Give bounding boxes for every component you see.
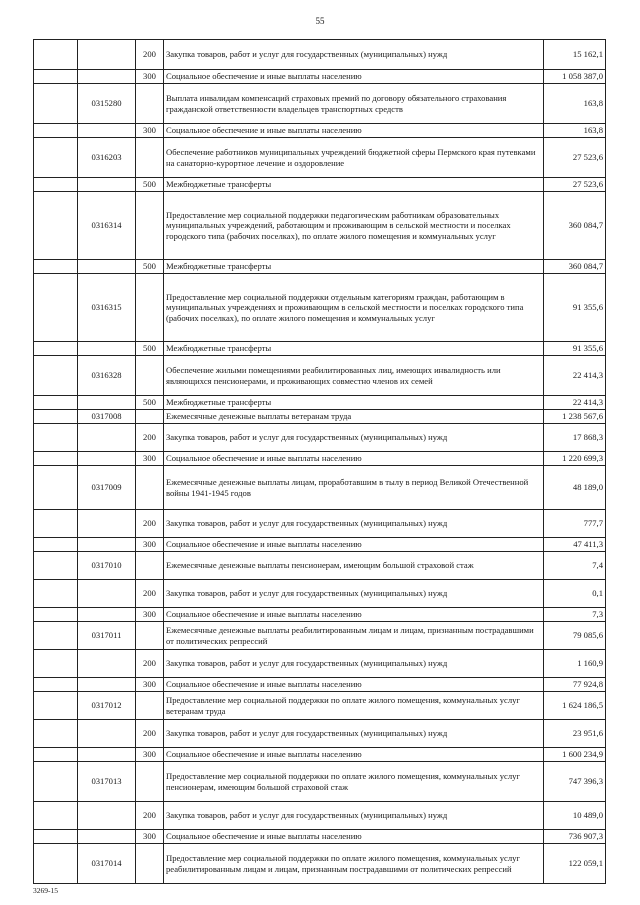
blank-cell (34, 124, 78, 138)
table-row (34, 138, 606, 178)
code-cell (78, 538, 136, 552)
sum-cell: 1 624 186,5 (544, 692, 606, 720)
expense-type-cell: 300 (136, 452, 164, 466)
table-row (34, 260, 606, 274)
blank-cell (34, 40, 78, 70)
expense-type-cell: 300 (136, 678, 164, 692)
code-cell: 0316315 (78, 274, 136, 342)
sum-cell: 22 414,3 (544, 356, 606, 396)
table-row (34, 552, 606, 580)
sum-cell: 17 868,3 (544, 424, 606, 452)
sum-cell: 1 160,9 (544, 650, 606, 678)
sum-cell: 163,8 (544, 84, 606, 124)
code-cell (78, 580, 136, 608)
name-cell: Социальное обеспечение и иные выплаты населению (164, 830, 544, 844)
table-row (34, 178, 606, 192)
blank-cell (34, 466, 78, 510)
blank-cell (34, 396, 78, 410)
expense-type-cell (136, 192, 164, 260)
code-cell (78, 748, 136, 762)
code-cell: 0317012 (78, 692, 136, 720)
name-cell: Предоставление мер социальной поддержки отдельным категориям граждан, работающим в муниципальных учреждениях и проживающим в сельской местности и поселках городского типа (рабочих поселках), по оплате жилого помещения и коммунальных услуг (164, 274, 544, 342)
table-row (34, 844, 606, 884)
budget-table (33, 39, 606, 884)
table-row (34, 274, 606, 342)
expense-type-cell: 300 (136, 608, 164, 622)
name-cell: Закупка товаров, работ и услуг для государственных (муниципальных) нужд (164, 40, 544, 70)
expense-type-cell (136, 844, 164, 884)
expense-type-cell (136, 274, 164, 342)
code-cell (78, 396, 136, 410)
blank-cell (34, 748, 78, 762)
name-cell: Социальное обеспечение и иные выплаты населению (164, 678, 544, 692)
table-row (34, 192, 606, 260)
blank-cell (34, 84, 78, 124)
expense-type-cell (136, 622, 164, 650)
code-cell: 0316314 (78, 192, 136, 260)
blank-cell (34, 622, 78, 650)
expense-type-cell: 200 (136, 650, 164, 678)
table-row (34, 748, 606, 762)
expense-type-cell: 500 (136, 260, 164, 274)
name-cell: Ежемесячные денежные выплаты лицам, проработавшим в тылу в период Великой Отечественной войны 1941-1945 годов (164, 466, 544, 510)
code-cell (78, 70, 136, 84)
document-code: 3269-15 (33, 886, 58, 895)
expense-type-cell: 300 (136, 70, 164, 84)
blank-cell (34, 802, 78, 830)
code-cell: 0317014 (78, 844, 136, 884)
sum-cell: 10 489,0 (544, 802, 606, 830)
blank-cell (34, 692, 78, 720)
table-row (34, 678, 606, 692)
sum-cell: 0,1 (544, 580, 606, 608)
blank-cell (34, 510, 78, 538)
name-cell: Предоставление мер социальной поддержки по оплате жилого помещения, коммунальных услуг ветеранам труда (164, 692, 544, 720)
name-cell: Закупка товаров, работ и услуг для государственных (муниципальных) нужд (164, 580, 544, 608)
table-row (34, 830, 606, 844)
code-cell (78, 342, 136, 356)
name-cell: Социальное обеспечение и иные выплаты населению (164, 124, 544, 138)
name-cell: Социальное обеспечение и иные выплаты населению (164, 452, 544, 466)
expense-type-cell: 500 (136, 396, 164, 410)
table-row (34, 538, 606, 552)
expense-type-cell: 200 (136, 802, 164, 830)
code-cell (78, 124, 136, 138)
table-row (34, 452, 606, 466)
blank-cell (34, 70, 78, 84)
expense-type-cell: 200 (136, 424, 164, 452)
table-row (34, 356, 606, 396)
expense-type-cell (136, 762, 164, 802)
sum-cell: 27 523,6 (544, 178, 606, 192)
blank-cell (34, 260, 78, 274)
table-row (34, 692, 606, 720)
blank-cell (34, 452, 78, 466)
name-cell: Выплата инвалидам компенсаций страховых премий по договору обязательного страхования гражданской ответственности владельцев транспортных средств (164, 84, 544, 124)
blank-cell (34, 192, 78, 260)
blank-cell (34, 356, 78, 396)
name-cell: Социальное обеспечение и иные выплаты населению (164, 608, 544, 622)
table-body (34, 40, 606, 884)
code-cell: 0317009 (78, 466, 136, 510)
sum-cell: 79 085,6 (544, 622, 606, 650)
expense-type-cell (136, 410, 164, 424)
code-cell: 0317013 (78, 762, 136, 802)
name-cell: Обеспечение работников муниципальных учреждений бюджетной сферы Пермского края путевками на санаторно-курортное лечение и оздоровление (164, 138, 544, 178)
expense-type-cell (136, 138, 164, 178)
code-cell (78, 510, 136, 538)
table-row (34, 342, 606, 356)
name-cell: Предоставление мер социальной поддержки педагогическим работникам образовательных муниципальных учреждений, работающим и проживающим в сельской местности и поселках городского типа (рабочих поселках), по оплате жилого помещения и коммунальных услуг (164, 192, 544, 260)
expense-type-cell (136, 84, 164, 124)
table-row (34, 424, 606, 452)
table-row (34, 124, 606, 138)
code-cell: 0315280 (78, 84, 136, 124)
blank-cell (34, 538, 78, 552)
page-number: 55 (315, 16, 325, 26)
name-cell: Закупка товаров, работ и услуг для государственных (муниципальных) нужд (164, 510, 544, 538)
name-cell: Социальное обеспечение и иные выплаты населению (164, 70, 544, 84)
expense-type-cell: 200 (136, 580, 164, 608)
expense-type-cell: 200 (136, 40, 164, 70)
blank-cell (34, 844, 78, 884)
table-row (34, 466, 606, 510)
name-cell: Ежемесячные денежные выплаты ветеранам труда (164, 410, 544, 424)
table-row (34, 70, 606, 84)
table-row (34, 802, 606, 830)
blank-cell (34, 678, 78, 692)
blank-cell (34, 178, 78, 192)
code-cell: 0317008 (78, 410, 136, 424)
expense-type-cell: 500 (136, 178, 164, 192)
sum-cell: 22 414,3 (544, 396, 606, 410)
name-cell: Социальное обеспечение и иные выплаты населению (164, 538, 544, 552)
code-cell: 0316203 (78, 138, 136, 178)
blank-cell (34, 830, 78, 844)
sum-cell: 91 355,6 (544, 274, 606, 342)
name-cell: Закупка товаров, работ и услуг для государственных (муниципальных) нужд (164, 424, 544, 452)
code-cell (78, 830, 136, 844)
code-cell (78, 260, 136, 274)
sum-cell: 1 600 234,9 (544, 748, 606, 762)
sum-cell: 48 189,0 (544, 466, 606, 510)
blank-cell (34, 608, 78, 622)
expense-type-cell: 300 (136, 830, 164, 844)
sum-cell: 7,3 (544, 608, 606, 622)
blank-cell (34, 342, 78, 356)
sum-cell: 47 411,3 (544, 538, 606, 552)
sum-cell: 163,8 (544, 124, 606, 138)
name-cell: Предоставление мер социальной поддержки по оплате жилого помещения, коммунальных услуг пенсионерам, имеющим большой страховой стаж (164, 762, 544, 802)
table-row (34, 84, 606, 124)
table-row (34, 580, 606, 608)
sum-cell: 77 924,8 (544, 678, 606, 692)
sum-cell: 91 355,6 (544, 342, 606, 356)
blank-cell (34, 580, 78, 608)
expense-type-cell (136, 552, 164, 580)
name-cell: Обеспечение жилыми помещениями реабилитированных лиц, имеющих инвалидность или являющихся пенсионерами, и проживающих совместно членов их семей (164, 356, 544, 396)
blank-cell (34, 720, 78, 748)
sum-cell: 7,4 (544, 552, 606, 580)
name-cell: Закупка товаров, работ и услуг для государственных (муниципальных) нужд (164, 650, 544, 678)
sum-cell: 15 162,1 (544, 40, 606, 70)
name-cell: Межбюджетные трансферты (164, 342, 544, 356)
blank-cell (34, 762, 78, 802)
name-cell: Ежемесячные денежные выплаты реабилитированным лицам и лицам, признанным пострадавшими от политических репрессий (164, 622, 544, 650)
blank-cell (34, 650, 78, 678)
expense-type-cell (136, 466, 164, 510)
expense-type-cell: 200 (136, 510, 164, 538)
expense-type-cell: 500 (136, 342, 164, 356)
name-cell: Межбюджетные трансферты (164, 260, 544, 274)
sum-cell: 23 951,6 (544, 720, 606, 748)
blank-cell (34, 410, 78, 424)
blank-cell (34, 138, 78, 178)
code-cell (78, 178, 136, 192)
code-cell (78, 40, 136, 70)
table-row (34, 720, 606, 748)
table-row (34, 650, 606, 678)
name-cell: Предоставление мер социальной поддержки по оплате жилого помещения, коммунальных услуг реабилитированным лицам и лицам, признанным пострадавшими от политических репрессий (164, 844, 544, 884)
code-cell (78, 720, 136, 748)
expense-type-cell (136, 356, 164, 396)
table-row (34, 762, 606, 802)
name-cell: Закупка товаров, работ и услуг для государственных (муниципальных) нужд (164, 720, 544, 748)
code-cell: 0317010 (78, 552, 136, 580)
sum-cell: 736 907,3 (544, 830, 606, 844)
expense-type-cell: 300 (136, 748, 164, 762)
sum-cell: 27 523,6 (544, 138, 606, 178)
sum-cell: 360 084,7 (544, 260, 606, 274)
expense-type-cell: 300 (136, 538, 164, 552)
blank-cell (34, 274, 78, 342)
table-row (34, 410, 606, 424)
name-cell: Ежемесячные денежные выплаты пенсионерам, имеющим большой страховой стаж (164, 552, 544, 580)
code-cell (78, 424, 136, 452)
name-cell: Межбюджетные трансферты (164, 178, 544, 192)
sum-cell: 747 396,3 (544, 762, 606, 802)
blank-cell (34, 424, 78, 452)
sum-cell: 122 059,1 (544, 844, 606, 884)
sum-cell: 777,7 (544, 510, 606, 538)
table-row (34, 396, 606, 410)
sum-cell: 360 084,7 (544, 192, 606, 260)
name-cell: Закупка товаров, работ и услуг для государственных (муниципальных) нужд (164, 802, 544, 830)
sum-cell: 1 238 567,6 (544, 410, 606, 424)
code-cell (78, 452, 136, 466)
code-cell (78, 678, 136, 692)
code-cell: 0316328 (78, 356, 136, 396)
table-row (34, 40, 606, 70)
name-cell: Межбюджетные трансферты (164, 396, 544, 410)
table-row (34, 608, 606, 622)
code-cell: 0317011 (78, 622, 136, 650)
table-row (34, 510, 606, 538)
code-cell (78, 608, 136, 622)
expense-type-cell: 300 (136, 124, 164, 138)
name-cell: Социальное обеспечение и иные выплаты населению (164, 748, 544, 762)
table-row (34, 622, 606, 650)
expense-type-cell: 200 (136, 720, 164, 748)
code-cell (78, 650, 136, 678)
blank-cell (34, 552, 78, 580)
sum-cell: 1 058 387,0 (544, 70, 606, 84)
expense-type-cell (136, 692, 164, 720)
code-cell (78, 802, 136, 830)
sum-cell: 1 220 699,3 (544, 452, 606, 466)
